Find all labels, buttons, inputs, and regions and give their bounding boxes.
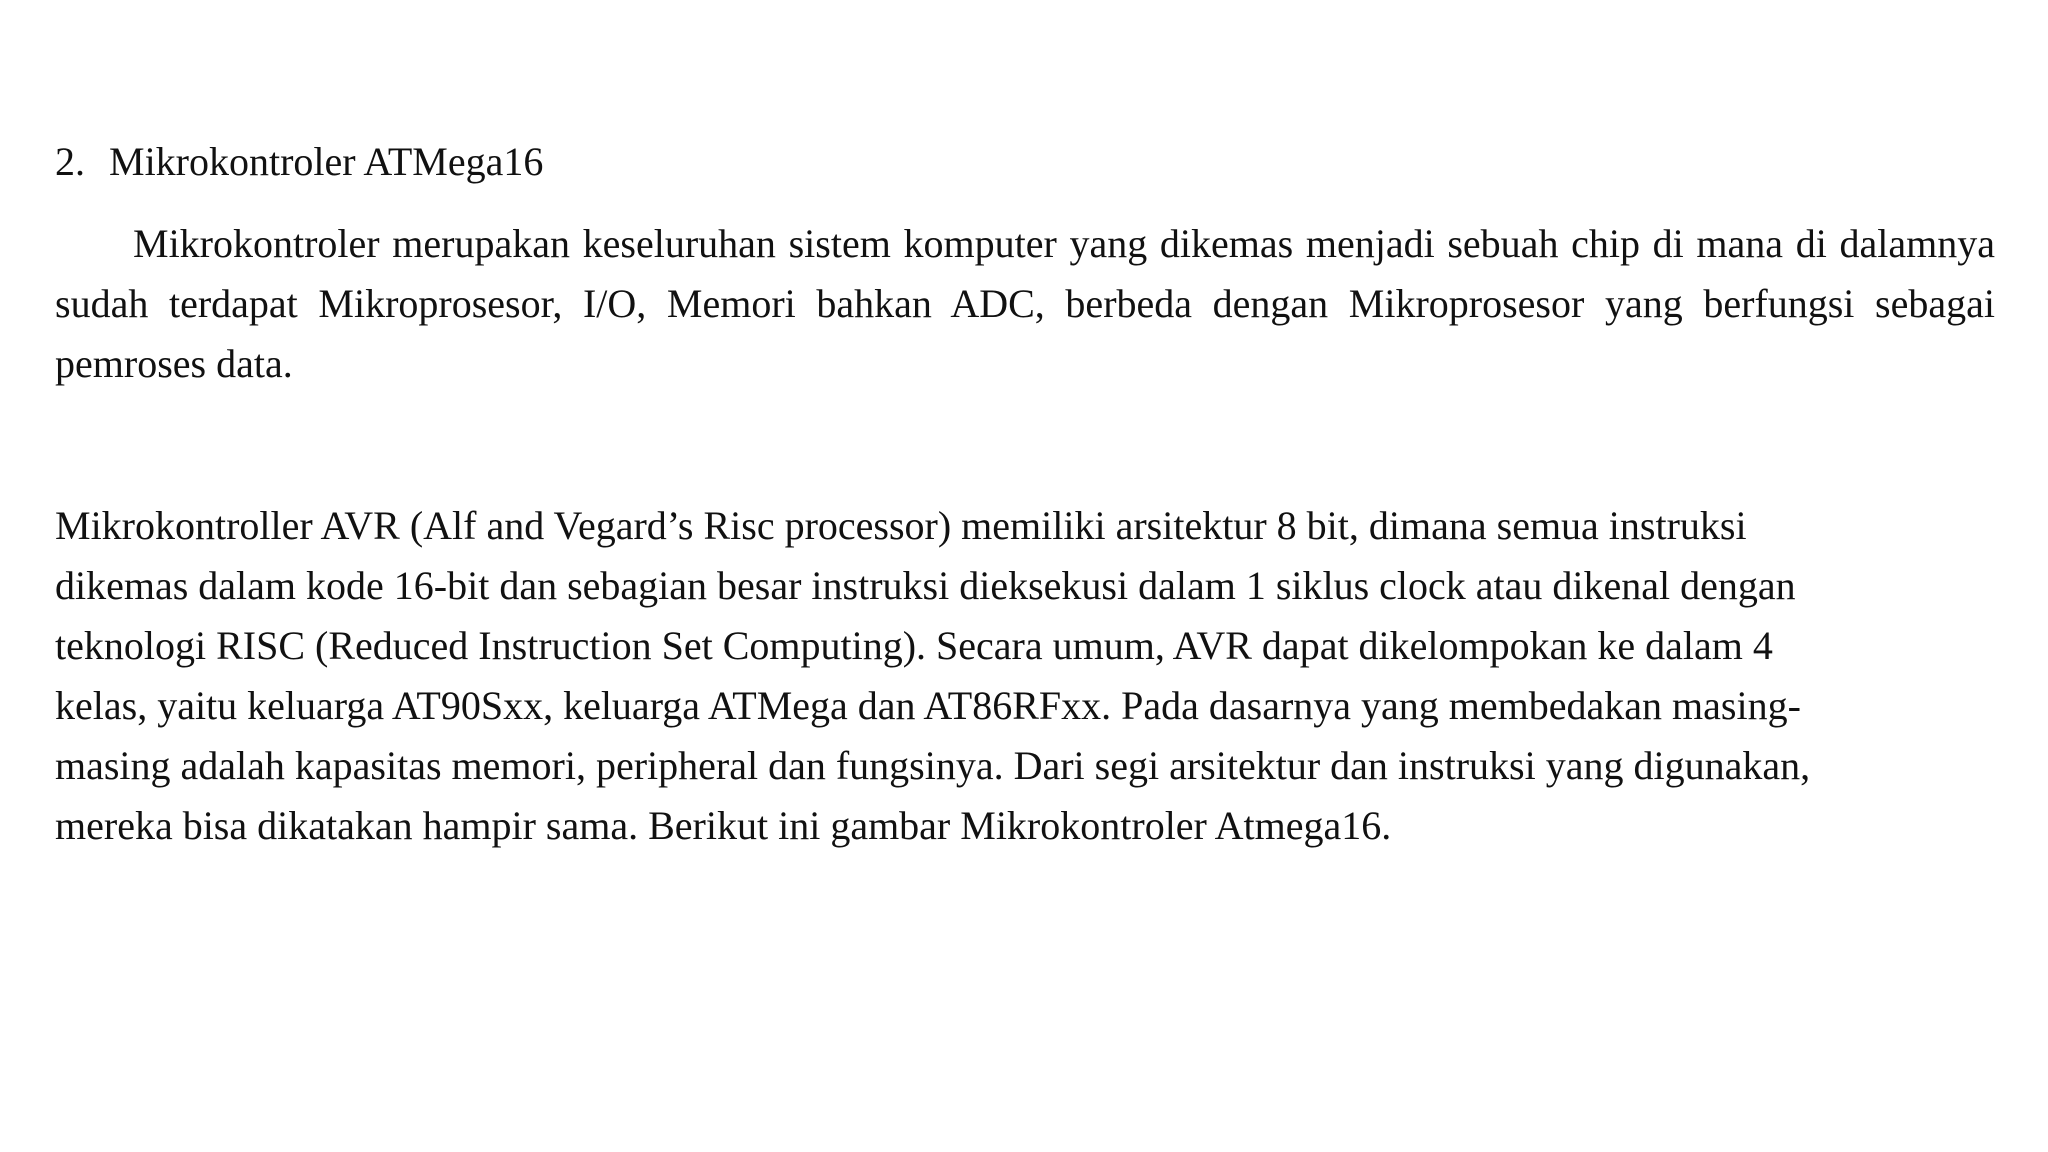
paragraph-line: dikemas dalam kode 16-bit dan sebagian besar instruksi dieksekusi dalam 1 siklus clock atau dikenal dengan xyxy=(55,563,1796,608)
paragraph-line: teknologi RISC (Reduced Instruction Set Computing). Secara umum, AVR dapat dikelompokan ke dalam 4 xyxy=(55,623,1773,668)
paragraph-line: kelas, yaitu keluarga AT90Sxx, keluarga ATMega dan AT86RFxx. Pada dasarnya yang membedakan masing- xyxy=(55,683,1801,728)
paragraph-mikrokontroler-definition: Mikrokontroler merupakan keseluruhan sistem komputer yang dikemas menjadi sebuah chip di mana di dalamnya sudah terdapat Mikroprosesor, I/O, Memori bahkan ADC, berbeda dengan Mikroprosesor yang berfungsi sebagai pemroses data. xyxy=(55,221,1995,386)
paragraph-avr-description xyxy=(55,496,1995,856)
paragraph-line: Mikrokontroller AVR (Alf and Vegard’s Risc processor) memiliki arsitektur 8 bit, dimana semua instruksi xyxy=(55,503,1747,548)
paragraph-line: masing adalah kapasitas memori, peripheral dan fungsinya. Dari segi arsitektur dan instruksi yang digunakan, xyxy=(55,743,1811,788)
section-title: Mikrokontroler ATMega16 xyxy=(109,139,544,184)
paragraph-line: mereka bisa dikatakan hampir sama. Berikut ini gambar Mikrokontroler Atmega16. xyxy=(55,803,1392,848)
section-heading xyxy=(55,132,543,192)
section-number: 2. xyxy=(55,139,85,184)
